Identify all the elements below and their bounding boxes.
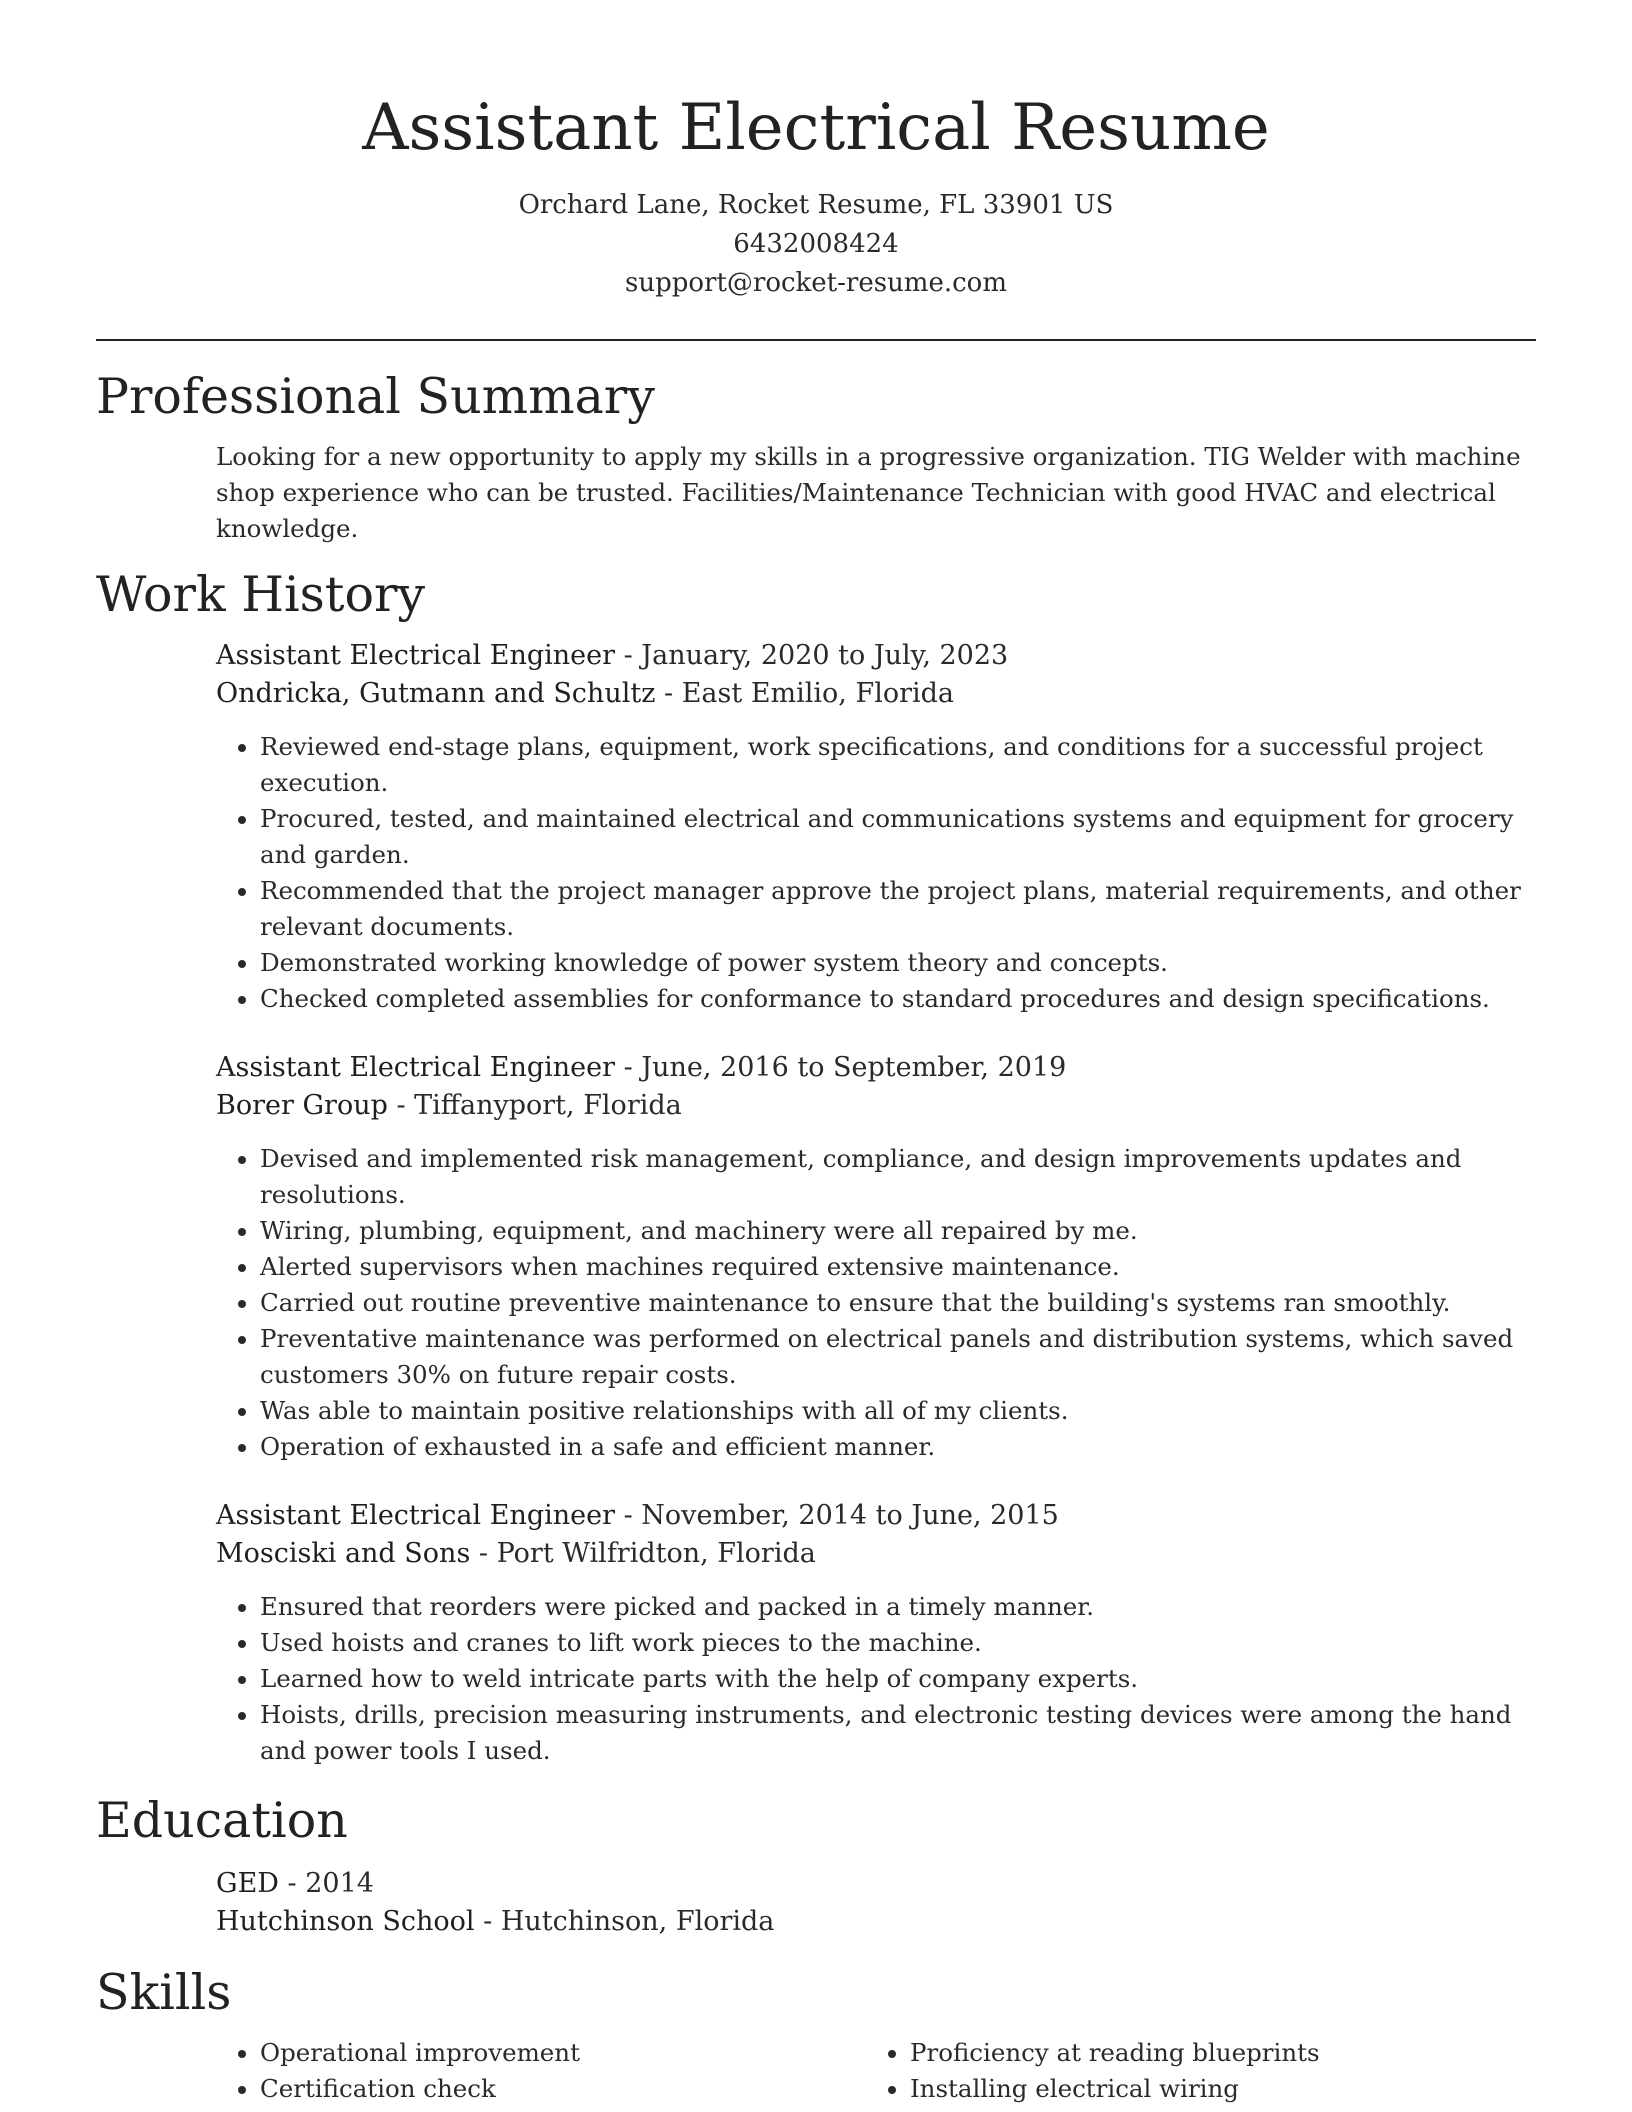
job-title-line — [216, 1049, 1536, 1087]
resume-header — [96, 0, 1536, 303]
job-dates: - November, 2014 to June, 2015 — [615, 1500, 1059, 1531]
list-item: • Operation of exhausted in a safe and efficient manner. — [260, 1429, 1536, 1465]
skills-column-left — [216, 2035, 866, 2107]
job-entry — [216, 1049, 1536, 1465]
list-item: • Installing electrical wiring — [910, 2071, 1516, 2107]
list-item: • Carried out routine preventive maintenance to ensure that the building's systems ran smoothly. — [260, 1285, 1536, 1321]
job-location: - East Emilio, Florida — [655, 678, 955, 709]
job-role: Assistant Electrical Engineer — [216, 1500, 616, 1531]
job-location: - Tiffanyport, Florida — [387, 1090, 682, 1121]
skills-column-right — [866, 2035, 1516, 2107]
resume-title: Assistant Electrical Resume — [362, 91, 1270, 165]
resume-page — [96, 0, 1536, 2107]
job-company-line — [216, 1535, 1536, 1573]
job-role: Assistant Electrical Engineer — [216, 640, 616, 671]
skills-list-right — [866, 2035, 1516, 2107]
list-item: • Reviewed end-stage plans, equipment, work specifications, and conditions for a successful project execution. — [260, 729, 1536, 801]
education-school-line — [216, 1903, 1536, 1941]
job-bullets — [216, 1589, 1536, 1769]
education-year: - 2014 — [278, 1868, 374, 1899]
job-bullets — [216, 1141, 1536, 1465]
list-item: • Operational improvement — [260, 2035, 866, 2071]
contact-phone: 6432008424 — [733, 229, 899, 259]
summary-heading: Professional Summary — [96, 368, 655, 425]
education-heading: Education — [96, 1792, 348, 1849]
work-history-heading: Work History — [96, 566, 426, 623]
skills-section — [96, 1963, 1536, 2107]
education-school: Hutchinson School — [216, 1906, 475, 1937]
list-item: • Wiring, plumbing, equipment, and machinery were all repaired by me. — [260, 1213, 1536, 1249]
summary-section — [96, 367, 1536, 547]
job-entry — [216, 637, 1536, 1017]
list-item: • Used hoists and cranes to lift work pieces to the machine. — [260, 1625, 1536, 1661]
list-item: • Ensured that reorders were picked and packed in a timely manner. — [260, 1589, 1536, 1625]
job-dates: - January, 2020 to July, 2023 — [615, 640, 1009, 671]
list-item: • Procured, tested, and maintained electrical and communications systems and equipment for grocery and garden. — [260, 801, 1536, 873]
list-item: • Checked completed assemblies for conformance to standard procedures and design specifications. — [260, 981, 1536, 1017]
job-title-line — [216, 637, 1536, 675]
education-degree: GED — [216, 1868, 279, 1899]
list-item: • Learned how to weld intricate parts with the help of company experts. — [260, 1661, 1536, 1697]
education-degree-line — [216, 1865, 1536, 1903]
job-role: Assistant Electrical Engineer — [216, 1052, 616, 1083]
job-company: Mosciski and Sons — [216, 1538, 471, 1569]
work-history-section — [96, 565, 1536, 1769]
contact-block — [96, 186, 1536, 303]
job-title-line — [216, 1497, 1536, 1535]
contact-email: support@rocket-resume.com — [624, 268, 1007, 298]
job-company: Borer Group — [216, 1090, 388, 1121]
education-entry — [216, 1865, 1536, 1941]
contact-address: Orchard Lane, Rocket Resume, FL 33901 US — [518, 190, 1114, 220]
list-item: • Preventative maintenance was performed on electrical panels and distribution systems, which saved customers 30% on future repair costs. — [260, 1321, 1536, 1393]
education-location: - Hutchinson, Florida — [474, 1906, 775, 1937]
list-item: • Recommended that the project manager approve the project plans, material requirements, and other relevant documents. — [260, 873, 1536, 945]
list-item: • Demonstrated working knowledge of power system theory and concepts. — [260, 945, 1536, 981]
job-company-line — [216, 1087, 1536, 1125]
list-item: • Alerted supervisors when machines required extensive maintenance. — [260, 1249, 1536, 1285]
job-company-line — [216, 675, 1536, 713]
job-company: Ondricka, Gutmann and Schultz — [216, 678, 656, 709]
list-item: • Was able to maintain positive relationships with all of my clients. — [260, 1393, 1536, 1429]
list-item: • Devised and implemented risk management, compliance, and design improvements updates and resolutions. — [260, 1141, 1536, 1213]
skills-heading: Skills — [96, 1964, 232, 2021]
skills-grid — [216, 2035, 1536, 2107]
job-bullets — [216, 729, 1536, 1017]
list-item: • Hoists, drills, precision measuring instruments, and electronic testing devices were among the hand and power tools I used. — [260, 1697, 1536, 1769]
summary-text: Looking for a new opportunity to apply my skills in a progressive organization. TIG Welder with machine shop experience who can be trusted. Facilities/Maintenance Technician with good HVAC and electrical knowledge. — [216, 442, 1521, 543]
job-location: - Port Wilfridton, Florida — [470, 1538, 816, 1569]
skills-list-left — [216, 2035, 866, 2107]
list-item: • Proficiency at reading blueprints — [910, 2035, 1516, 2071]
job-entry — [216, 1497, 1536, 1769]
list-item: • Certification check — [260, 2071, 866, 2107]
job-dates: - June, 2016 to September, 2019 — [615, 1052, 1067, 1083]
education-section — [96, 1791, 1536, 1941]
header-divider — [96, 339, 1536, 341]
